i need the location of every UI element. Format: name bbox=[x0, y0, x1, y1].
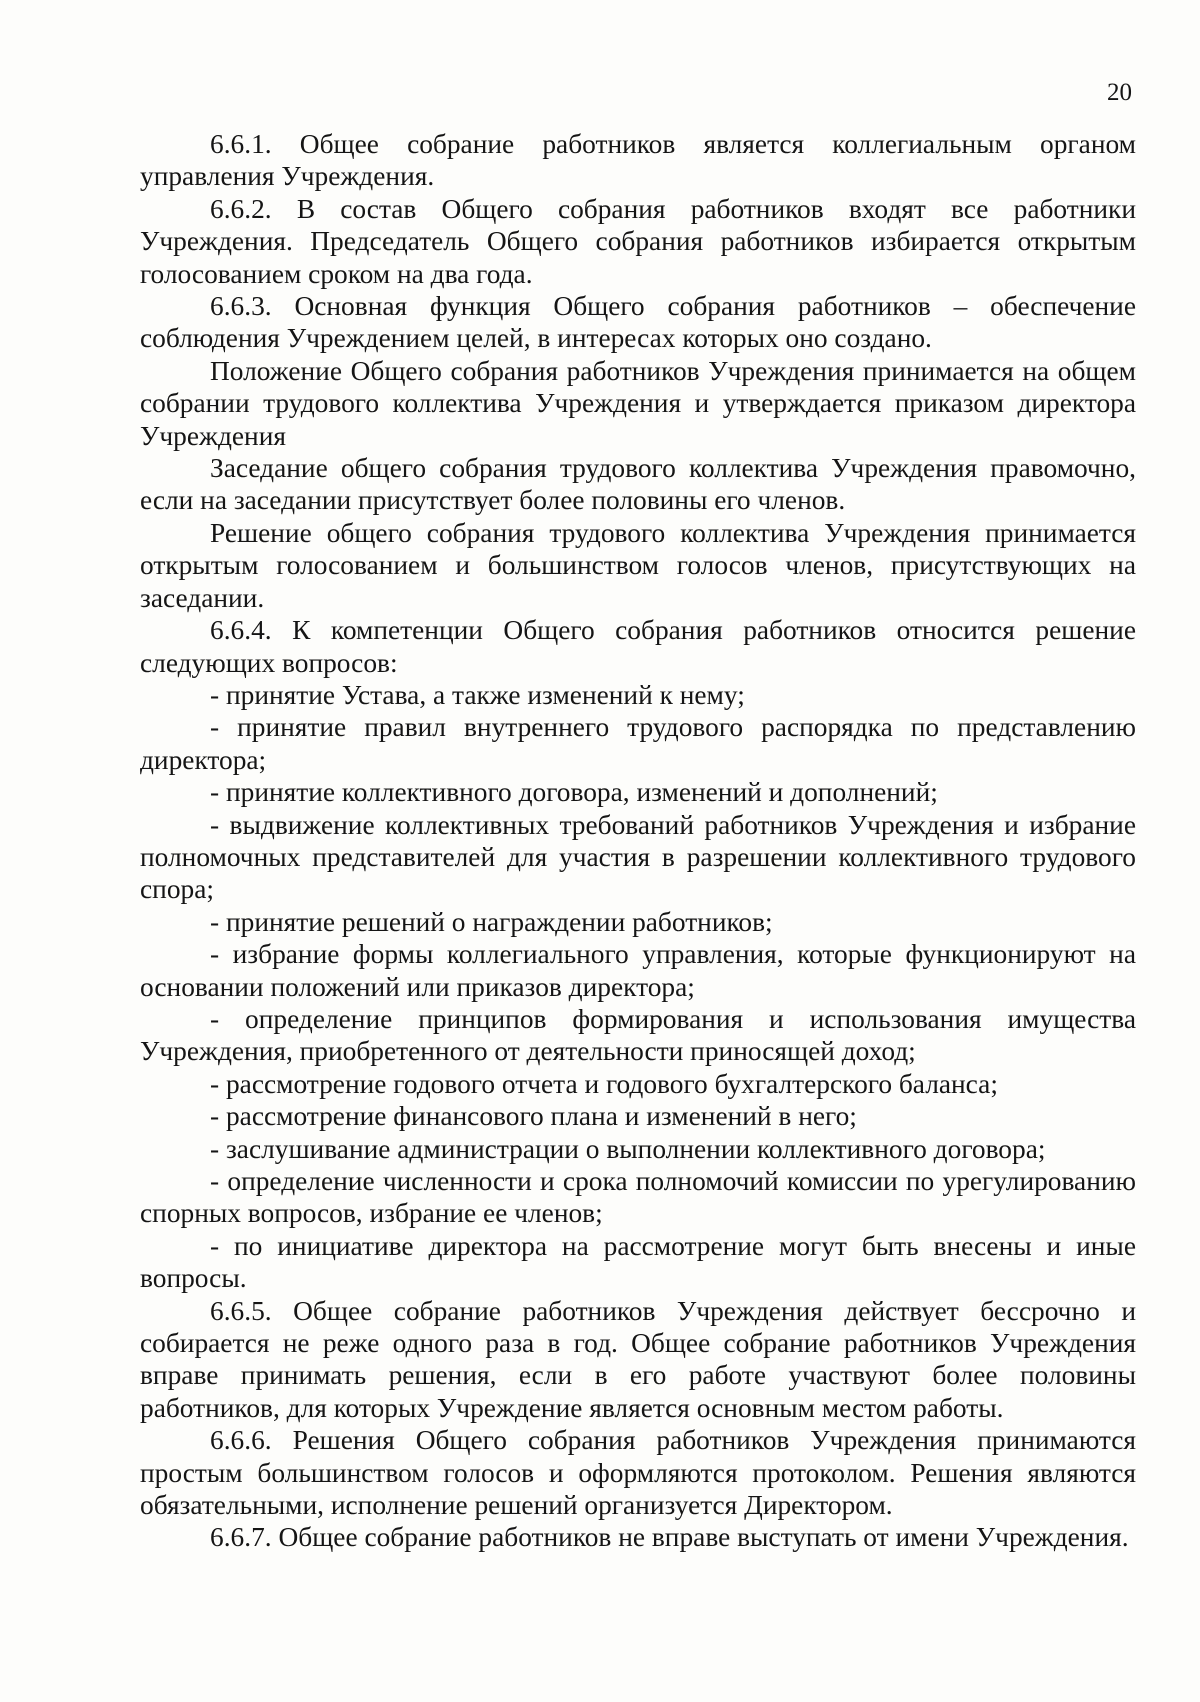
paragraph-6-6-4: 6.6.4. К компетенции Общего собрания работников относится решение следующих вопросов: bbox=[140, 615, 1136, 678]
list-item: - избрание формы коллегиального управления, которые функционируют на основании положений или приказов директора; bbox=[140, 939, 1136, 1002]
page-number: 20 bbox=[1107, 79, 1132, 106]
list-item: - определение принципов формирования и использования имущества Учреждения, приобретенного от деятельности приносящей доход; bbox=[140, 1003, 1136, 1067]
paragraph-6-6-6: 6.6.6. Решения Общего собрания работников Учреждения принимаются простым большинством голосов и оформляются протоколом. Решения являются обязательными, исполнение решений организуется Директором. bbox=[140, 1425, 1136, 1521]
paragraph-6-6-3: 6.6.3. Основная функция Общего собрания работников – обеспечение соблюдения Учреждением целей, в интересах которых оно создано. bbox=[140, 291, 1136, 354]
list-item: - заслушивание администрации о выполнении коллективного договора; bbox=[210, 1133, 1046, 1164]
document-body bbox=[140, 128, 1136, 1554]
paragraph-quorum: Заседание общего собрания трудового коллектива Учреждения правомочно, если на заседании присутствует более половины его членов. bbox=[140, 453, 1136, 516]
paragraph-6-6-7: 6.6.7. Общее собрание работников не вправе выступать от имени Учреждения. bbox=[210, 1522, 1129, 1553]
list-item: - принятие Устава, а также изменений к нему; bbox=[210, 679, 745, 710]
list-item: - принятие коллективного договора, изменений и дополнений; bbox=[210, 777, 938, 808]
list-item: - принятие решений о награждении работников; bbox=[210, 906, 773, 937]
list-item: - принятие правил внутреннего трудового распорядка по представлению директора; bbox=[140, 712, 1136, 775]
list-item: - по инициативе директора на рассмотрение могут быть внесены и иные вопросы. bbox=[140, 1230, 1136, 1294]
paragraph-6-6-1: 6.6.1. Общее собрание работников является коллегиальным органом управления Учреждения. bbox=[140, 129, 1136, 192]
list-item: - выдвижение коллективных требований работников Учреждения и избрание полномочных представителей для участия в разрешении коллективного трудового спора; bbox=[140, 809, 1136, 905]
list-item: - рассмотрение финансового плана и изменений в него; bbox=[210, 1101, 857, 1132]
paragraph-regulation-adoption: Положение Общего собрания работников Учреждения принимается на общем собрании трудового коллектива Учреждения и утверждается приказом директора Учреждения bbox=[140, 355, 1136, 451]
list-item: - рассмотрение годового отчета и годового бухгалтерского баланса; bbox=[210, 1068, 998, 1099]
paragraph-6-6-5: 6.6.5. Общее собрание работников Учреждения действует бессрочно и собирается не реже одного раза в год. Общее собрание работников Учреждения вправе принимать решения, если в его работе участвуют более половины работников, для которых Учреждение является основным местом работы. bbox=[140, 1295, 1136, 1423]
list-item: - определение численности и срока полномочий комиссии по урегулированию спорных вопросов, избрание ее членов; bbox=[140, 1166, 1136, 1229]
paragraph-6-6-2: 6.6.2. В состав Общего собрания работников входят все работники Учреждения. Председатель Общего собрания работников избирается открытым голосованием сроком на два года. bbox=[140, 193, 1136, 289]
paragraph-voting: Решение общего собрания трудового коллектива Учреждения принимается открытым голосованием и большинством голосов членов, присутствующих на заседании. bbox=[140, 517, 1136, 613]
